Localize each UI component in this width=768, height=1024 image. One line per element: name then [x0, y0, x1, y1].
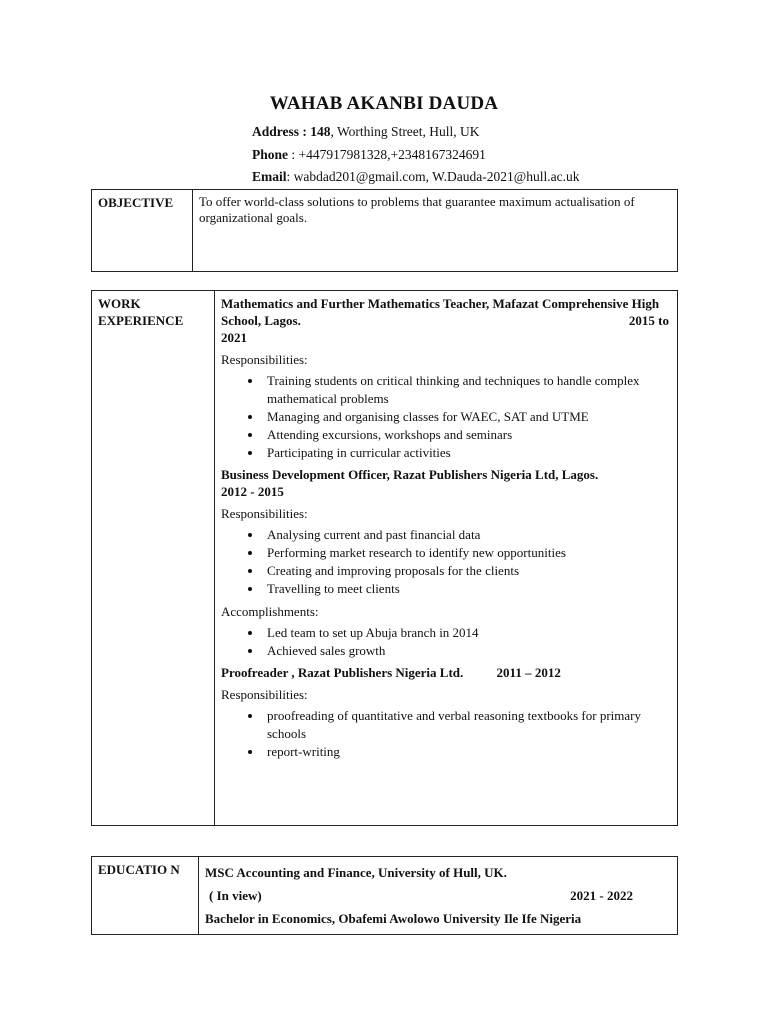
job-title-text: Mathematics and Further Mathematics Teacher, Mafazat Comprehensive High School, Lagos.: [221, 296, 660, 328]
job-period: 2011 – 2012: [496, 665, 561, 680]
work-content-cell: [215, 291, 678, 826]
list-item: • Travelling to meet clients: [263, 580, 671, 598]
job-title-text: Business Development Officer, Razat Publishers Nigeria Ltd, Lagos.: [221, 467, 599, 482]
education-label-cell: [92, 857, 199, 935]
list-item: • Led team to set up Abuja branch in 2014: [263, 624, 671, 642]
job-title: [221, 466, 671, 500]
job-period-end: 2021: [221, 330, 247, 345]
objective-table: [91, 189, 678, 272]
list-item: • Performing market research to identify new opportunities: [263, 544, 671, 562]
job-period: 2015 to: [628, 313, 669, 328]
list-item: • Participating in curricular activities: [263, 444, 671, 462]
responsibilities-label: Responsibilities:: [221, 687, 308, 702]
responsibilities-label: Responsibilities:: [221, 352, 308, 367]
list-item: • report-writing: [263, 743, 671, 761]
job-title: [221, 295, 671, 346]
work-label: WORK EXPERIENCE: [98, 296, 184, 328]
list-item: • Achieved sales growth: [263, 642, 671, 660]
accomplishment-list: [221, 624, 671, 660]
phone-line: [252, 147, 486, 163]
candidate-name: WAHAB AKANBI DAUDA: [269, 93, 499, 114]
work-label-cell: [92, 291, 215, 826]
accomplishments-label: Accomplishments:: [221, 604, 319, 619]
objective-text-cell: [193, 190, 678, 272]
list-item: • Managing and organising classes for WAEC, SAT and UTME: [263, 408, 671, 426]
responsibility-list: [221, 372, 671, 462]
address-number: 148: [310, 124, 331, 139]
job-period: 2012 - 2015: [221, 484, 284, 499]
education-content-cell: [199, 857, 678, 935]
degree-bachelor: Bachelor in Economics, Obafemi Awolowo University Ile Ife Nigeria: [205, 911, 582, 926]
list-item: • proofreading of quantitative and verbal reasoning textbooks for primary schools: [263, 707, 671, 743]
responsibility-list: [221, 707, 671, 761]
list-item: • Training students on critical thinking and techniques to handle complex mathematical problems: [263, 372, 671, 408]
list-item: • Attending excursions, workshops and seminars: [263, 426, 671, 444]
list-item: • Creating and improving proposals for the clients: [263, 562, 671, 580]
education-label: EDUCATIO N: [98, 862, 180, 877]
degree-masters: MSC Accounting and Finance, University of Hull, UK.: [205, 865, 507, 880]
degree-period: 2021 - 2022: [570, 888, 633, 903]
address-value: , Worthing Street, Hull, UK: [330, 124, 480, 139]
work-experience-table: [91, 290, 678, 826]
degree-status: ( In view): [209, 888, 262, 903]
address-line: [252, 124, 480, 140]
email-label: Email: [252, 169, 287, 184]
phone-value: : +447917981328,+2348167324691: [288, 147, 486, 162]
education-table: [91, 856, 678, 935]
objective-label: OBJECTIVE: [98, 195, 174, 210]
job-title: [221, 664, 671, 681]
responsibilities-label: Responsibilities:: [221, 506, 308, 521]
responsibility-list: [221, 526, 671, 598]
job-title-text: Proofreader , Razat Publishers Nigeria Ltd.: [221, 665, 464, 680]
email-value: : wabdad201@gmail.com, W.Dauda-2021@hull.ac.uk: [286, 169, 580, 184]
address-label: Address :: [252, 124, 307, 139]
degree-status-line: [205, 884, 671, 907]
list-item: • Analysing current and past financial data: [263, 526, 671, 544]
email-line: [252, 169, 579, 185]
objective-text: To offer world-class solutions to problems that guarantee maximum actualisation of organizational goals.: [199, 194, 635, 225]
phone-label: Phone: [252, 147, 289, 162]
objective-label-cell: [92, 190, 193, 272]
